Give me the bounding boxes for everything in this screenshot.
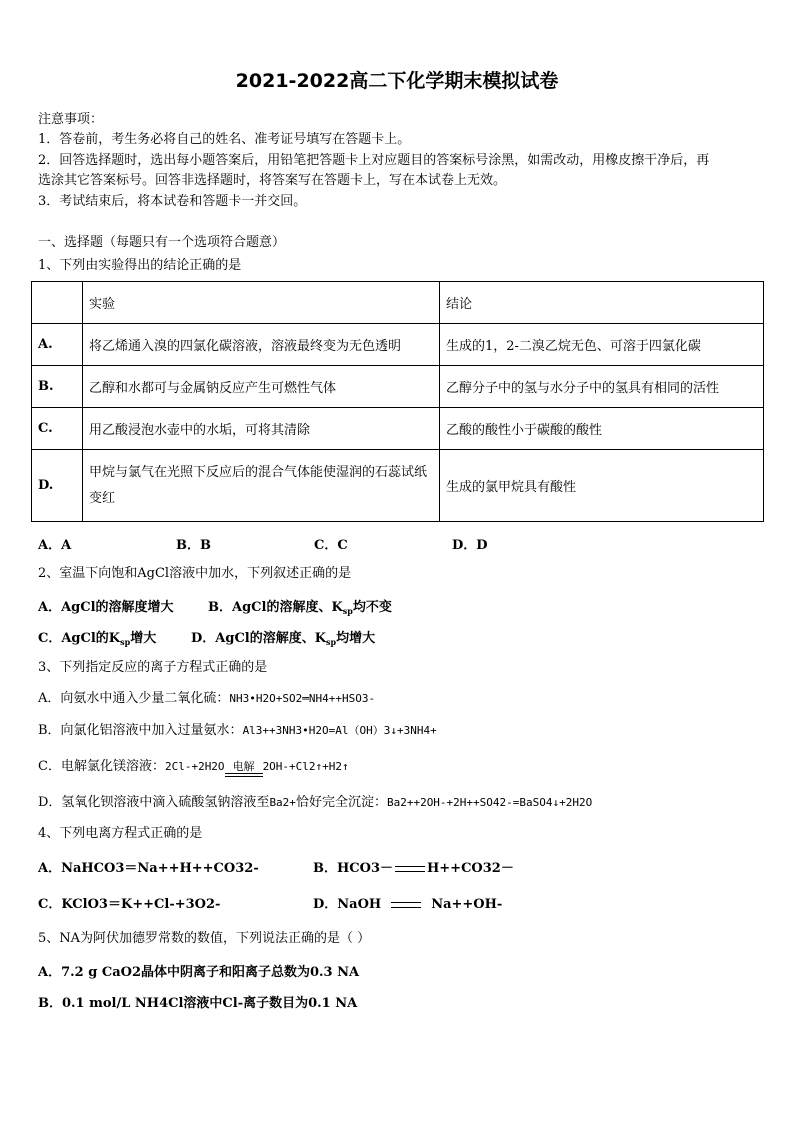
q3-option-b[interactable] [38,722,437,740]
table-row [32,408,764,450]
q3-d-text: D．氢氧化钡溶液中滴入硫酸氢钠溶液至 [38,795,270,810]
q4-option-b[interactable] [313,857,514,876]
row-conclusion: 乙醇分子中的氢与水分子中的氢具有相同的活性 [440,366,764,408]
q4-option-c[interactable]: C．KClO3＝K++Cl-+3O2- [38,897,221,912]
q5-stem: 5、NA为阿伏加德罗常数的数值，下列说法正确的是（ ） [38,931,371,946]
q4-option-a[interactable]: A．NaHCO3＝Na++H++CO32- [38,861,259,876]
q3-b-text: B．向氯化铝溶液中加入过量氨水： [38,723,243,738]
table-row [32,366,764,408]
q3-d-equation: Ba2++2OH-+2H++SO42-=BaSO4↓+2H2O [386,796,593,809]
row-experiment: 乙醇和水都可与金属钠反应产生可燃性气体 [83,366,440,408]
q5-option-a[interactable]: A．7.2 g CaO2晶体中阴离子和阳离子总数为0.3 NA [38,965,360,980]
reversible-arrow-icon [389,899,423,911]
notice-item-3: 3．考试结束后，将本试卷和答题卡一并交回。 [38,194,307,209]
q2-b-tail: 均不变 [352,600,392,615]
row-conclusion: 生成的氯甲烷具有酸性 [440,450,764,522]
q1-stem: 1、下列由实验得出的结论正确的是 [38,258,242,273]
q4-stem: 4、下列电离方程式正确的是 [38,826,203,841]
q4-b-left: B．HCO3－ [313,861,393,876]
page-title: 2021-2022高二下化学期末模拟试卷 [235,70,559,92]
row-conclusion: 生成的1，2-二溴乙烷无色、可溶于四氯化碳 [440,324,764,366]
q2-c-sub: sp [120,637,131,647]
q4-option-d[interactable] [313,893,502,912]
q1-option-d[interactable]: D．D [452,538,488,553]
q1-option-a[interactable]: A．A [38,538,72,553]
q2-d-text: D．AgCl的溶解度、K [191,631,327,646]
q3-option-d[interactable] [38,794,592,812]
notice-heading: 注意事项： [38,112,104,127]
q2-option-c[interactable] [38,627,156,647]
row-experiment: 用乙酸浸泡水壶中的水垢，可将其清除 [83,408,440,450]
q3-a-equation: NH3•H2O+SO2═NH4++HSO3- [229,692,376,705]
q3-stem: 3、下列指定反应的离子方程式正确的是 [38,660,268,675]
row-conclusion: 乙酸的酸性小于碳酸的酸性 [440,408,764,450]
row-label: D. [32,450,83,522]
q2-d-tail: 均增大 [336,631,376,646]
electrolysis-sign [225,762,263,777]
row-experiment: 将乙烯通入溴的四氯化碳溶液，溶液最终变为无色透明 [83,324,440,366]
table-row [32,450,764,522]
q3-c-text: C．电解氯化镁溶液： [38,759,165,774]
q1-option-c[interactable]: C．C [314,538,348,553]
q1-option-b[interactable]: B．B [176,538,211,553]
q2-stem: 2、室温下向饱和AgCl溶液中加水，下列叙述正确的是 [38,566,352,581]
q2-option-a[interactable]: A．AgCl的溶解度增大 [38,600,174,615]
electrolysis-label: 电解 [232,760,255,773]
q3-c-left: 2Cl-+2H2O [164,760,225,773]
section-heading: 一、选择题（每题只有一个选项符合题意） [38,235,286,250]
q3-d-text2: 恰好完全沉淀： [295,795,387,810]
table-header-cell: 实验 [83,282,440,324]
q2-b-text: B．AgCl的溶解度、K [208,600,343,615]
notice-item-2-cont: 选涂其它答案标号。回答非选择题时，将答案写在答题卡上，写在本试卷上无效。 [38,173,507,188]
row-label: A. [32,324,83,366]
q2-c-text: C．AgCl的K [38,631,121,646]
q2-b-sub: sp [342,606,353,616]
table-header-cell [32,282,83,324]
q2-c-tail: 增大 [130,631,157,646]
reversible-arrow-icon [393,863,427,875]
q2-d-sub: sp [326,637,337,647]
notice-item-2: 2．回答选择题时，选出每小题答案后，用铅笔把答题卡上对应题目的答案标号涂黑，如需改动，用橡皮擦干净后，再 [38,153,710,168]
q3-b-equation: Al3++3NH3•H2O=Al（OH）3↓+3NH4+ [242,724,437,737]
notice-item-1: 1．答卷前，考生务必将自己的姓名、准考证号填写在答题卡上。 [38,132,411,147]
q1-table [31,281,764,522]
q3-d-ion: Ba2+ [269,796,296,809]
q4-d-left: D．NaOH [313,897,382,912]
q4-d-right: Na++OH- [431,897,503,912]
row-label: B. [32,366,83,408]
q3-a-text: A．向氨水中通入少量二氧化硫： [38,691,230,706]
q3-option-a[interactable] [38,690,375,708]
q2-option-b[interactable] [208,596,392,616]
row-experiment: 甲烷与氯气在光照下反应后的混合气体能使湿润的石蕊试纸变红 [83,450,440,522]
q2-option-d[interactable] [191,627,375,647]
table-header-row [32,282,764,324]
q3-c-right: 2OH-+Cl2↑+H2↑ [262,760,349,773]
q4-b-right: H++CO32－ [427,861,514,876]
row-label: C. [32,408,83,450]
q5-option-b[interactable]: B．0.1 mol/L NH4Cl溶液中Cl-离子数目为0.1 NA [38,996,358,1011]
q3-option-c[interactable] [38,758,349,777]
equals-bars [225,773,263,777]
table-header-cell: 结论 [440,282,764,324]
table-row [32,324,764,366]
